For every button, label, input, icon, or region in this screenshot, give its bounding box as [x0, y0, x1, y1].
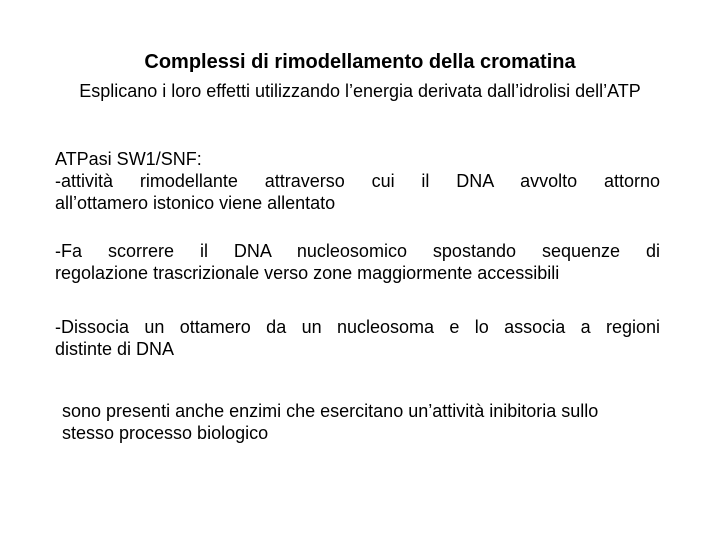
note-line-1: sono presenti anche enzimi che esercitano un’attività inibitoria sullo	[62, 401, 599, 421]
note	[62, 400, 662, 444]
point-3	[55, 316, 660, 360]
point-1-line-1: -attività rimodellante attraverso cui il DNA avvolto attorno	[55, 171, 660, 191]
slide-subtitle: Esplicano i loro effetti utilizzando l’energia derivata dall’idrolisi dell’ATP	[79, 81, 641, 101]
point-2-line-1: -Fa scorrere il DNA nucleosomico spostando sequenze di	[55, 241, 660, 261]
point-3-line-2: distinte di DNA	[55, 339, 175, 359]
section-heading: ATPasi SW1/SNF:	[55, 149, 202, 169]
point-2	[55, 240, 660, 284]
point-1-line-2: all’ottamero istonico viene allentato	[55, 193, 336, 213]
note-line-2: stesso processo biologico	[62, 423, 269, 443]
slide-title: Complessi di rimodellamento della cromatina	[144, 51, 576, 73]
point-3-line-1: -Dissocia un ottamero da un nucleosoma e lo associa a regioni	[55, 317, 660, 337]
atpase-section	[55, 148, 660, 214]
point-2-line-2: regolazione trascrizionale verso zone maggiormente accessibili	[55, 263, 560, 283]
